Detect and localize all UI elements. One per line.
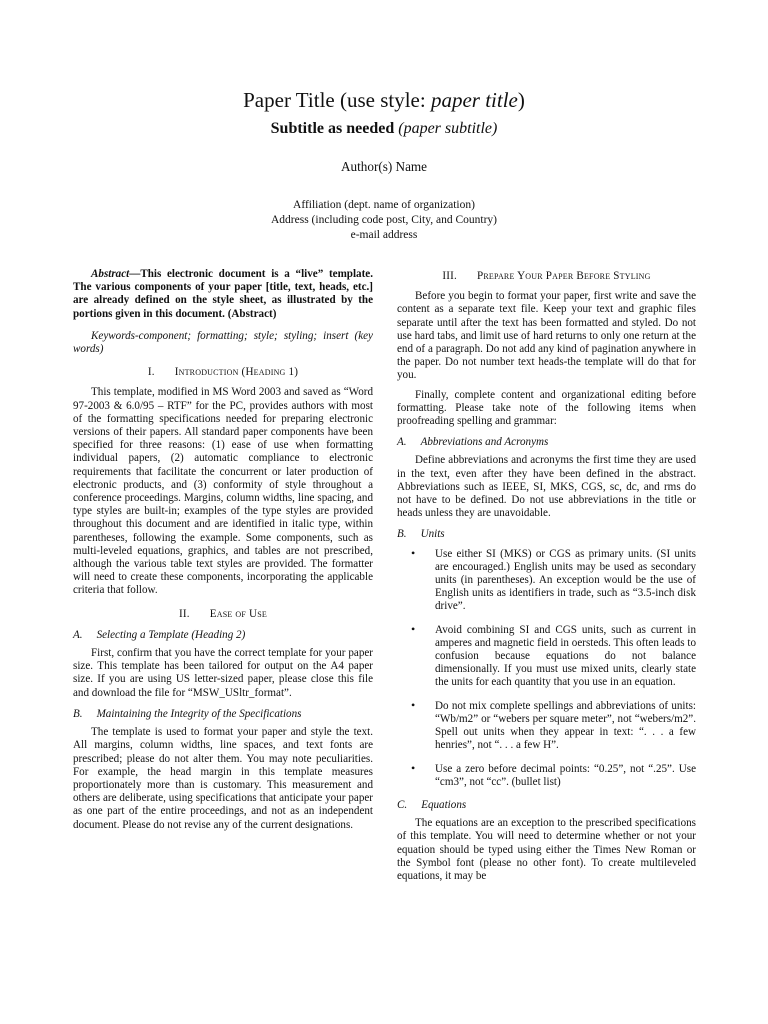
list-item-text: Use a zero before decimal points: “0.25”, not “.25”. Use “cm3”, not “cc”. (bullet list) [435,762,696,788]
affiliation-block [0,198,768,243]
list-item [397,621,696,690]
paper-subtitle-style: (paper subtitle) [398,120,498,137]
paragraph: The template is used to format your paper and style the text. All margins, column widths, line spaces, and text fonts are prescribed; please do not alter them. You may note peculiarities. For example, the head margin in this template measures proportionately more than is customary. This measurement and others are deliberate, using specifications that anticipate your paper as one part of the entire proceedings, and not as an independent document. Please do not revise any of the current designations. [73,726,373,831]
section-title: Introduction (Heading 1) [174,366,299,379]
section-number: I. [147,366,155,379]
affiliation-line: Affiliation (dept. name of organization) [293,199,475,211]
subsection-letter: C. [397,798,408,811]
section-title: Ease of Use [209,607,267,620]
subsection-heading [397,436,696,449]
subsection-heading [397,799,696,812]
abstract [73,268,373,321]
list-item [397,697,696,753]
subsection-title: Abbreviations and Acronyms [420,436,549,449]
paper-subtitle [0,119,768,139]
subsection-heading [73,708,373,721]
list-item-text: Use either SI (MKS) or CGS as primary units. (SI units are encouraged.) English units may be used as secondary units (in parentheses). An exception would be the use of English units as identifiers in trade, such as “3.5-inch disk drive”. [435,547,696,613]
paper-title [0,87,768,113]
section-number: III. [442,270,458,282]
paragraph: Before you begin to format your paper, first write and save the content as a separate text file. Keep your text and graphic files separate until after the text has been formatted and styled. Do not use hard tabs, and limit use of hard returns to only one return at the end of a paragraph. Do not add any kind of pagination anywhere in the paper. Do not number text heads-the template will do that for you. [397,290,696,382]
right-column [397,268,696,883]
abstract-text: —This electronic document is a “live” template. The various components of your paper [title, text, heads, etc.] are already defined on the style sheet, as illustrated by the portions given in this document. (Abstract) [73,268,373,320]
left-column [73,268,373,832]
subsection-heading [397,528,696,541]
paragraph: First, confirm that you have the correct template for your paper size. This template has been tailored for output on the A4 paper size. If you are using US letter-sized paper, please close this file and download the file for “MSW_USltr_format”. [73,647,373,699]
bullet-list [397,545,696,789]
subsection-letter: B. [397,528,407,541]
list-item [397,545,696,614]
bullet-icon: • [411,697,416,712]
keywords: Keywords-component; formatting; style; styling; insert (key words) [73,329,373,356]
subsection-title: Units [420,528,445,541]
section-title: Prepare Your Paper Before Styling [477,270,651,282]
subsection-letter: A. [397,436,407,449]
bullet-icon: • [411,545,416,560]
list-item [397,760,696,789]
paper-title-text: Paper Title (use style: [243,88,431,112]
subsection-title: Equations [421,798,467,811]
subsection-letter: B. [73,707,83,720]
bullet-icon: • [411,760,416,775]
list-item-text: Avoid combining SI and CGS units, such as current in amperes and magnetic field in oersteds. This often leads to confusion because equations do not balance dimensionally. If you must use mixed units, clearly state the units for each quantity that you use in an equation. [435,623,696,689]
abstract-label: Abstract [91,268,130,280]
section-heading-1 [73,366,373,379]
paragraph: This template, modified in MS Word 2003 and saved as “Word 97-2003 & 6.0/95 – RTF” for the PC, provides authors with most of the formatting specifications needed for preparing electronic versions of their papers. All standard paper components have been specified for three reasons: (1) ease of use when formatting individual papers, (2) automatic compliance to electronic requirements that facilitate the concurrent or later production of electronic products, and (3) conformity of style throughout a conference proceedings. Margins, column widths, line spacing, and type styles are built-in; examples of the type styles are provided throughout this document and are identified in italic type, within parentheses, following the example. Some components, such as multi-leveled equations, graphics, and tables are not prescribed, although the various table text styles are provided. The formatter will need to create these components, incorporating the applicable criteria that follow. [73,386,373,597]
author-name: Author(s) Name [340,159,428,174]
section-number: II. [179,607,190,620]
paragraph: Finally, complete content and organizational editing before formatting. Please take note of the following items when proofreading spelling and grammar: [397,388,696,428]
section-heading-3 [397,270,696,283]
subsection-title: Maintaining the Integrity of the Specifications [96,707,302,720]
address-line: Address (including code post, City, and Country) [270,214,498,226]
paragraph: The equations are an exception to the prescribed specifications of this template. You will need to determine whether or not your equation should be typed using either the Times New Roman or the Symbol font (please no other font). To create multileveled equations, it may be [397,817,696,882]
paper-subtitle-text: Subtitle as needed [270,120,399,137]
email-line: e-mail address [350,229,418,241]
paragraph: Define abbreviations and acronyms the first time they are used in the text, even after they have been defined in the abstract. Abbreviations such as IEEE, SI, MKS, CGS, sc, dc, and rms do not have to be defined. Do not use abbreviations in the title or heads unless they are unavoidable. [397,454,696,520]
list-item-text: Do not mix complete spellings and abbreviations of units: “Wb/m2” or “webers per square meter”, not “webers/m2”. Spell out units when they appear in text: “. . . a few henries”, not “. . . a few H”. [435,699,696,752]
subsection-title: Selecting a Template (Heading 2) [96,628,246,641]
subsection-heading [73,629,373,642]
paper-title-close: ) [517,88,525,112]
paper-title-style: paper title [430,88,518,112]
bullet-icon: • [411,621,416,636]
subsection-letter: A. [73,628,83,641]
section-heading-2 [73,608,373,621]
